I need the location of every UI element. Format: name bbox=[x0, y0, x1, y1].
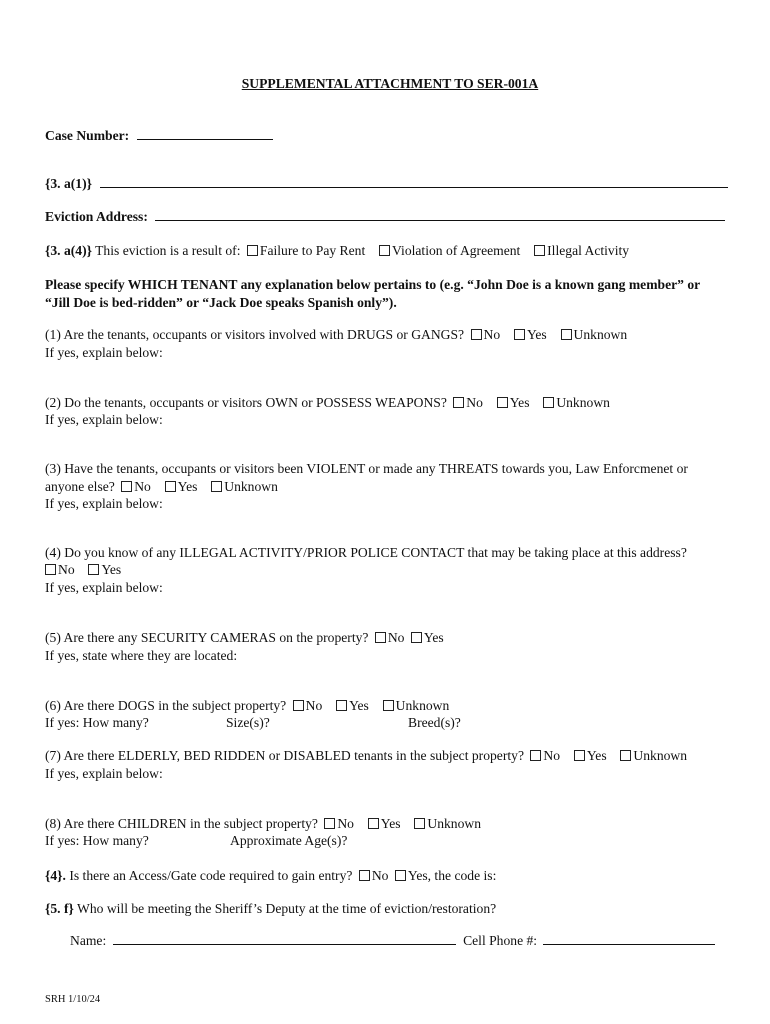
footer-revision: SRH 1/10/24 bbox=[45, 994, 101, 1005]
q3-unknown-checkbox[interactable] bbox=[211, 481, 222, 492]
item-5f-label: {5. f} bbox=[45, 901, 74, 916]
q2-no-label: No bbox=[466, 395, 483, 410]
q6-how-many: If yes: How many? bbox=[45, 715, 149, 730]
name-label: Name: bbox=[70, 933, 107, 948]
q3-yes-checkbox[interactable] bbox=[165, 481, 176, 492]
q6-no-checkbox[interactable] bbox=[293, 700, 304, 711]
question-5 bbox=[45, 629, 444, 647]
q3-yes-label: Yes bbox=[177, 479, 198, 494]
item-5f-row bbox=[45, 900, 496, 918]
q3-no-label: No bbox=[134, 479, 151, 494]
q6-size: Size(s)? bbox=[226, 715, 270, 730]
question-4-text: (4) Do you know of any ILLEGAL ACTIVITY/PRIOR POLICE CONTACT that may be taking place at this address? bbox=[45, 545, 687, 560]
q8-no-checkbox[interactable] bbox=[324, 818, 335, 829]
violation-label: Violation of Agreement bbox=[392, 243, 521, 258]
q3-unknown-label: Unknown bbox=[224, 479, 278, 494]
item-3a4-text: This eviction is a result of: bbox=[95, 243, 241, 258]
question-3-text: anyone else? bbox=[45, 479, 115, 494]
name-phone-row bbox=[70, 932, 715, 950]
item-3a1-row bbox=[45, 175, 728, 193]
q4-yes-checkbox[interactable] bbox=[88, 564, 99, 575]
cell-phone-label: Cell Phone #: bbox=[463, 933, 538, 948]
item-4-label: {4}. bbox=[45, 868, 66, 883]
question-7 bbox=[45, 747, 687, 765]
illegal-activity-label: Illegal Activity bbox=[547, 243, 630, 258]
q7-yes-checkbox[interactable] bbox=[574, 750, 585, 761]
question-6-text: (6) Are there DOGS in the subject property? bbox=[45, 698, 287, 713]
item-4-text: Is there an Access/Gate code required to gain entry? bbox=[69, 868, 353, 883]
q7-no-checkbox[interactable] bbox=[530, 750, 541, 761]
q1-no-checkbox[interactable] bbox=[471, 329, 482, 340]
question-2 bbox=[45, 394, 610, 412]
item-3a1-label: {3. a(1)} bbox=[45, 176, 92, 191]
illegal-activity-checkbox[interactable] bbox=[534, 245, 545, 256]
item-3a1-field[interactable] bbox=[100, 175, 728, 188]
q6-breed: Breed(s)? bbox=[408, 715, 461, 730]
q1-unknown-label: Unknown bbox=[573, 327, 628, 342]
question-7-text: (7) Are there ELDERLY, BED RIDDEN or DISABLED tenants in the subject property? bbox=[45, 748, 524, 763]
item-4-no-label: No bbox=[371, 868, 389, 883]
q6-yes-label: Yes bbox=[349, 698, 369, 713]
q8-yes-label: Yes bbox=[380, 816, 401, 831]
item-4-row bbox=[45, 867, 496, 885]
q1-yes-label: Yes bbox=[526, 327, 547, 342]
q1-no-label: No bbox=[483, 327, 501, 342]
q1-follow: If yes, explain below: bbox=[45, 345, 163, 360]
q7-unknown-label: Unknown bbox=[633, 748, 688, 763]
q5-yes-checkbox[interactable] bbox=[411, 632, 422, 643]
q4-no-label: No bbox=[58, 562, 75, 577]
question-2-text: (2) Do the tenants, occupants or visitors OWN or POSSESS WEAPONS? bbox=[45, 395, 447, 410]
q5-yes-label: Yes bbox=[423, 630, 444, 645]
q2-follow: If yes, explain below: bbox=[45, 412, 163, 427]
q7-no-label: No bbox=[543, 748, 561, 763]
eviction-address-field[interactable] bbox=[155, 208, 725, 221]
item-5f-text: Who will be meeting the Sheriff’s Deputy at the time of eviction/restoration? bbox=[77, 901, 497, 916]
q4-yes-label: Yes bbox=[101, 562, 122, 577]
q8-no-label: No bbox=[337, 816, 354, 831]
q8-how-many: If yes: How many? bbox=[45, 833, 149, 848]
q2-yes-label: Yes bbox=[509, 395, 530, 410]
cell-phone-field[interactable] bbox=[543, 932, 715, 945]
instruction-line2: “Jill Doe is bed-ridden” or “Jack Doe speaks Spanish only”). bbox=[45, 295, 397, 310]
q2-unknown-label: Unknown bbox=[556, 395, 610, 410]
q5-follow: If yes, state where they are located: bbox=[45, 648, 238, 663]
question-1-text: (1) Are the tenants, occupants or visitors involved with DRUGS or GANGS? bbox=[45, 327, 465, 342]
name-field[interactable] bbox=[113, 932, 456, 945]
q6-unknown-checkbox[interactable] bbox=[383, 700, 394, 711]
eviction-address-row bbox=[45, 208, 725, 226]
failure-to-pay-label: Failure to Pay Rent bbox=[259, 243, 366, 258]
failure-to-pay-checkbox[interactable] bbox=[247, 245, 258, 256]
q8-yes-checkbox[interactable] bbox=[368, 818, 379, 829]
question-1 bbox=[45, 326, 627, 344]
question-6 bbox=[45, 697, 449, 715]
q8-ages: Approximate Age(s)? bbox=[230, 833, 348, 848]
q7-follow: If yes, explain below: bbox=[45, 766, 163, 781]
case-number-field[interactable] bbox=[137, 127, 273, 140]
q5-no-checkbox[interactable] bbox=[375, 632, 386, 643]
q2-unknown-checkbox[interactable] bbox=[543, 397, 554, 408]
q5-no-label: No bbox=[387, 630, 405, 645]
question-5-text: (5) Are there any SECURITY CAMERAS on the property? bbox=[45, 630, 369, 645]
q3-no-checkbox[interactable] bbox=[121, 481, 132, 492]
q4-follow: If yes, explain below: bbox=[45, 580, 163, 595]
item-4-yes-checkbox[interactable] bbox=[395, 870, 406, 881]
instruction-line1: Please specify WHICH TENANT any explanation below pertains to (e.g. “John Doe is a known gang member” or bbox=[45, 277, 701, 292]
item-4-no-checkbox[interactable] bbox=[359, 870, 370, 881]
item-3a4-label: {3. a(4)} bbox=[45, 243, 92, 258]
question-8 bbox=[45, 815, 481, 833]
eviction-address-label: Eviction Address: bbox=[45, 209, 148, 224]
page-title: SUPPLEMENTAL ATTACHMENT TO SER-001A bbox=[241, 76, 539, 91]
question-3-line2 bbox=[45, 478, 278, 496]
case-number-label: Case Number: bbox=[45, 128, 130, 143]
q8-unknown-checkbox[interactable] bbox=[414, 818, 425, 829]
q7-yes-label: Yes bbox=[586, 748, 607, 763]
question-3-line1: (3) Have the tenants, occupants or visitors been VIOLENT or made any THREATS towards you, Law Enforcmenet or bbox=[45, 461, 688, 476]
q3-follow: If yes, explain below: bbox=[45, 496, 163, 511]
q1-yes-checkbox[interactable] bbox=[514, 329, 525, 340]
question-8-text: (8) Are there CHILDREN in the subject property? bbox=[45, 816, 318, 831]
q6-unknown-label: Unknown bbox=[395, 698, 450, 713]
violation-checkbox[interactable] bbox=[379, 245, 390, 256]
item-4-yes-label: Yes, the code is: bbox=[407, 868, 497, 883]
item-3a4-row bbox=[45, 242, 629, 260]
q1-unknown-checkbox[interactable] bbox=[561, 329, 572, 340]
case-number-row bbox=[45, 127, 273, 145]
q6-yes-checkbox[interactable] bbox=[336, 700, 347, 711]
q7-unknown-checkbox[interactable] bbox=[620, 750, 631, 761]
question-4-options bbox=[42, 561, 121, 579]
q8-unknown-label: Unknown bbox=[427, 816, 481, 831]
q4-no-checkbox[interactable] bbox=[45, 564, 56, 575]
q2-no-checkbox[interactable] bbox=[453, 397, 464, 408]
q2-yes-checkbox[interactable] bbox=[497, 397, 508, 408]
q6-no-label: No bbox=[305, 698, 323, 713]
